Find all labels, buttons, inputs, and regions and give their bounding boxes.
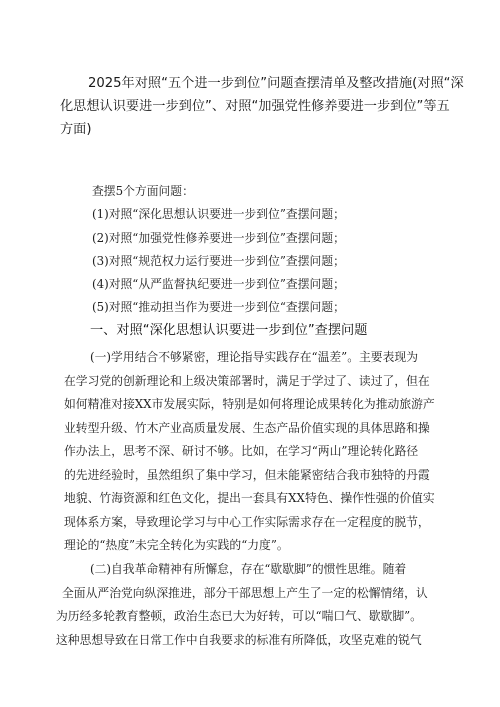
paragraph-line: (二)自我革命精神有所懈怠，存在“歇歇脚”的惯性思维。随着: [90, 562, 407, 576]
list-intro: 查摆5个方面问题：: [92, 184, 194, 198]
paragraph-line: 作办法上，思考不深、研讨不够。比如，在学习“两山”理论转化路径: [64, 444, 419, 458]
paragraph-line: 地貌、竹海资源和红色文化，提出一套具有XX特色、操作性强的价值实: [64, 491, 435, 505]
problem-list: [92, 180, 345, 320]
list-item: (3)对照“规范权力运行要进一步到位”查摆问题；: [92, 253, 345, 268]
paragraph-line: 业转型升级、竹木产业高质量发展、生态产品价值实现的具体思路和操: [64, 420, 430, 435]
paragraph-line: 的先进经验时，虽然组织了集中学习，但未能紧密结合我市独特的丹霞: [64, 467, 430, 482]
title-line-1: 2025年对照“五个进一步到位”问题查摆清单及整改措施(对照“深: [88, 76, 464, 91]
list-item: (2)对照“加强党性修养要进一步到位”查摆问题；: [92, 230, 345, 245]
document-title: [60, 72, 468, 141]
paragraph-line: 在学习党的创新理论和上级决策部署时，满足于学过了、读过了，但在: [64, 373, 430, 388]
paragraph-line: 这种思想导致在日常工作中自我要求的标准有所降低，攻坚克难的锐气: [56, 632, 422, 647]
paragraph-line: 现体系方案，导致理论学习与中心工作实际需求存在一定程度的脱节，: [64, 514, 430, 529]
title-line-3: 方面): [60, 122, 92, 137]
paragraph-line: 为历经多轮教育整顿，政治生态已大为好转，可以“喘口气、歇歇脚”。: [56, 609, 422, 623]
paragraph-line: 全面从严治党向纵深推进，部分干部思想上产生了一定的松懈情绪，认: [62, 585, 428, 600]
list-item: (1)对照“深化思想认识要进一步到位”查摆问题；: [92, 207, 345, 222]
paragraph-line: 如何精准对接XX市发展实际，特别是如何将理论成果转化为推动旅游产: [64, 397, 435, 411]
paragraph-line: (一)学用结合不够紧密，理论指导实践存在“温差”。主要表现为: [90, 350, 418, 364]
list-item: (5)对照“推动担当作为要进一步到位“查摆问题；: [92, 300, 345, 315]
paragraph-1: [64, 346, 435, 558]
section-heading: 一、对照“深化思想认识要进一步到位”查摆问题: [90, 323, 368, 338]
title-line-2: 化思想认识要进一步到位”、对照“加强党性修养要进一步到位”等五: [60, 99, 450, 114]
list-item: (4)对照“从严监督执纪要进一步到位”查摆问题；: [92, 277, 345, 292]
paragraph-line: 理论的“热度”未完全转化为实践的“力度”。: [64, 538, 289, 552]
paragraph-2: [56, 558, 428, 652]
